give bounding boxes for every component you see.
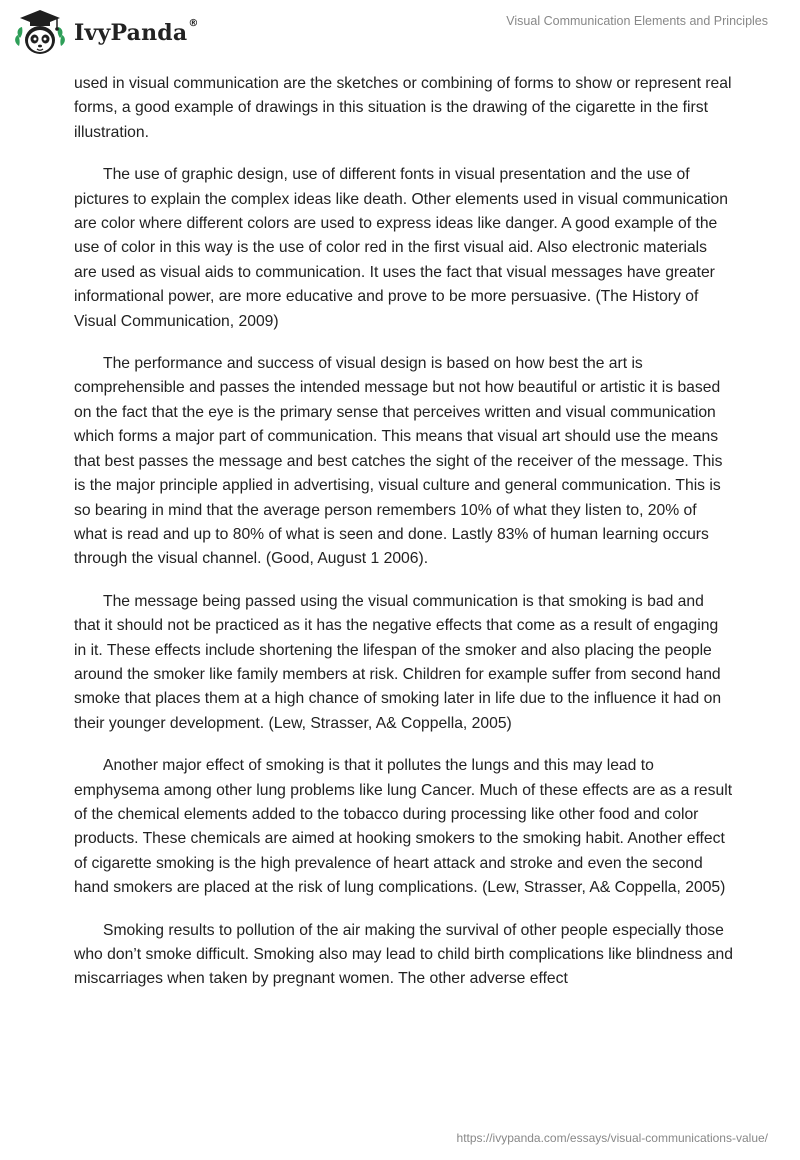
brand-name-text: IvyPanda: [74, 20, 188, 46]
paragraph-2: The use of graphic design, use of different fonts in visual presentation and the use of pictures to explain the complex ideas like death. Other elements used in visual communication are color where different colors are used to express ideas like danger. A good example of the use of color in this way is the use of color red in the first visual aid. Also electronic materials are used as visual aids to communication. It uses the fact that visual messages have greater informational power, are more educative and prove to be more persuasive. (The History of Visual Communication, 2009): [74, 166, 728, 330]
panda-graduate-icon: [14, 8, 66, 58]
paragraph-3: The performance and success of visual design is based on how best the art is comprehensible and passes the intended message but not how beautiful or artistic it is based on the fact that the eye is the primary sense that perceives written and visual communication which forms a major part of communication. This means that visual art should use the means that best passes the message and best catches the sight of the receiver of the message. This is the major principle applied in advertising, visual culture and general communication. This is so bearing in mind that the average person remembers 10% of what they listen to, 20% of what is read and up to 80% of what is seen and done. Lastly 83% of human learning occurs through the visual channel. (Good, August 1 2006).: [74, 355, 723, 568]
paragraph-4: The message being passed using the visual communication is that smoking is bad and that it should not be practiced as it has the negative effects that come as a result of engaging in it. These effects include shortening the lifespan of the smoker and also placing the people around the smoker like family members at risk. Children for example suffer from second hand smoke that places them at a high chance of smoking later in life due to the influence it had on their younger development. (Lew, Strasser, A& Coppella, 2005): [74, 592, 722, 732]
essay-body: [74, 72, 734, 1010]
brand-name: [74, 20, 199, 46]
paragraph-5: Another major effect of smoking is that it pollutes the lungs and this may lead to emphysema among other lung problems like lung Cancer. Much of these effects are as a result of the chemical elements added to the tobacco during processing like other food and color products. These chemicals are aimed at hooking smokers to the smoking habit. Another effect of cigarette smoking is the high prevalence of heart attack and stroke and even the second hand smokers are placed at the risk of lung complications. (Lew, Strasser, A& Coppella, 2005): [74, 757, 733, 897]
source-url[interactable]: https://ivypanda.com/essays/visual-communications-value/: [456, 1131, 768, 1145]
ivypanda-logo[interactable]: [14, 8, 199, 58]
registered-mark: ®: [188, 18, 199, 29]
paragraph-1: used in visual communication are the sketches or combining of forms to show or represent real forms, a good example of drawings in this situation is the drawing of the cigarette in the first illustration.: [74, 75, 732, 141]
page-header: [0, 0, 800, 60]
document-title: Visual Communication Elements and Principles: [506, 14, 768, 28]
paragraph-6: Smoking results to pollution of the air making the survival of other people especially those who don’t smoke difficult. Smoking also may lead to child birth complications like blindness and miscarriages when taken by pregnant women. The other adverse effect: [74, 921, 733, 988]
